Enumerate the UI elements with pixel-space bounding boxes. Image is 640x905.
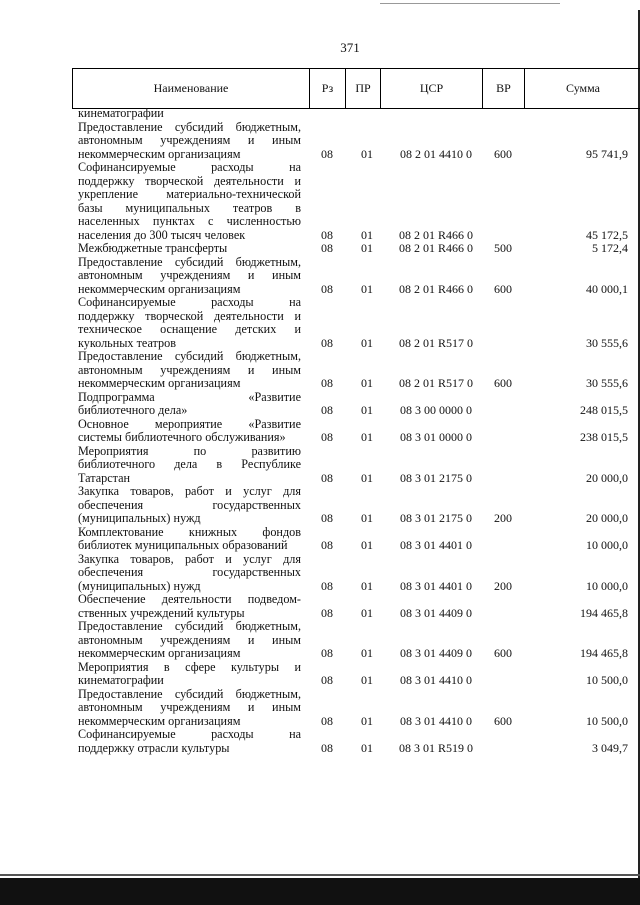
row-rz: 08 xyxy=(321,430,333,444)
row-name-line: поддержку творческой деятельности и xyxy=(78,309,301,323)
row-rz: 08 xyxy=(321,605,333,620)
row-rz: 08 xyxy=(321,713,333,728)
row-name-line: Комплектование книжных фондов xyxy=(78,525,301,539)
table-row xyxy=(0,121,640,162)
table-row xyxy=(0,161,640,242)
row-name-line: Мероприятия по развитию xyxy=(78,444,301,458)
row-name-line: Татарстан xyxy=(78,471,131,485)
row-sum: 248 015,5 xyxy=(580,403,628,417)
row-name xyxy=(78,620,301,661)
row-csr: 08 3 01 4409 0 xyxy=(400,646,472,660)
row-csr: 08 3 01 0000 0 xyxy=(400,430,472,444)
row-sum: 45 172,5 xyxy=(586,227,628,242)
scan-top-line xyxy=(380,3,560,4)
row-pr: 01 xyxy=(361,740,373,755)
row-csr: 08 3 01 4401 0 xyxy=(400,578,472,593)
header-sum: Сумма xyxy=(566,81,600,95)
row-rz: 08 xyxy=(321,646,333,660)
row-name-line: укрепление материально-технической xyxy=(78,188,301,201)
row-rz: 08 xyxy=(321,403,333,417)
row-name-line: (муниципальных) нужд xyxy=(78,512,201,525)
row-name-line: Софинансируемые расходы на xyxy=(78,161,301,174)
table-body xyxy=(0,107,640,755)
row-name-line: Софинансируемые расходы на xyxy=(78,296,301,309)
row-name-line: ственных учреждений культуры xyxy=(78,606,245,620)
table-row xyxy=(0,688,640,729)
row-name-line: населенных пунктах с численностью xyxy=(78,215,301,228)
row-name-line: населения до 300 тысяч человек xyxy=(78,228,246,242)
row-name-line: (муниципальных) нужд xyxy=(78,579,201,593)
row-csr: 08 3 01 4409 0 xyxy=(400,605,472,620)
row-name-line: поддержку творческой деятельности и xyxy=(78,174,301,188)
row-name xyxy=(78,107,301,121)
row-sum: 10 500,0 xyxy=(586,673,628,687)
row-name-line: автономным учреждениям и иным xyxy=(78,633,301,647)
row-name xyxy=(78,391,301,418)
row-pr: 01 xyxy=(361,646,373,660)
row-name xyxy=(78,242,301,256)
table-row xyxy=(0,526,640,553)
row-name-line: Подпрограмма «Развитие xyxy=(78,390,301,404)
row-name xyxy=(78,121,301,162)
row-pr: 01 xyxy=(361,281,373,296)
row-name-line: автономным учреждениям и иным xyxy=(78,701,301,714)
row-sum: 20 000,0 xyxy=(586,511,628,525)
row-name-line: базы муниципальных театров в xyxy=(78,201,301,215)
table-row xyxy=(0,256,640,297)
row-name-line: Обеспечение деятельности подведом- xyxy=(78,593,301,606)
row-sum: 10 000,0 xyxy=(586,578,628,593)
table-row xyxy=(0,391,640,418)
row-sum: 20 000,0 xyxy=(586,470,628,485)
row-pr: 01 xyxy=(361,578,373,593)
row-pr: 01 xyxy=(361,538,373,552)
table-row xyxy=(0,350,640,391)
row-rz: 08 xyxy=(321,146,333,161)
row-name-line: некоммерческим организациям xyxy=(78,282,241,296)
row-csr: 08 3 01 R519 0 xyxy=(398,740,473,755)
row-csr: 08 2 01 R466 0 xyxy=(398,227,473,242)
table-row xyxy=(0,728,640,755)
row-vr: 500 xyxy=(494,241,512,255)
row-vr: 600 xyxy=(494,281,512,296)
row-vr: 200 xyxy=(494,511,512,525)
row-name-line: некоммерческим организациям xyxy=(78,647,241,660)
header-name: Наименование xyxy=(73,69,310,108)
row-csr: 08 3 01 4410 0 xyxy=(400,713,472,728)
row-name-line: автономным учреждениям и иным xyxy=(78,134,301,147)
row-pr: 01 xyxy=(361,241,373,255)
row-rz: 08 xyxy=(321,241,333,255)
row-name-line: некоммерческим организациям xyxy=(78,147,241,161)
row-name-line: кинематографии xyxy=(78,674,164,687)
row-name-line: поддержку отрасли культуры xyxy=(78,741,230,755)
row-sum: 40 000,1 xyxy=(586,281,628,296)
row-csr: 08 3 01 2175 0 xyxy=(400,470,472,485)
row-rz: 08 xyxy=(321,470,333,485)
row-name xyxy=(78,728,301,755)
row-sum: 30 555,6 xyxy=(586,335,628,350)
row-rz: 08 xyxy=(321,673,333,687)
row-name xyxy=(78,485,301,526)
table-row xyxy=(0,661,640,688)
table-row xyxy=(0,485,640,526)
row-name xyxy=(78,688,301,729)
row-csr: 08 2 01 R466 0 xyxy=(398,241,473,255)
row-name-line: Межбюджетные трансферты xyxy=(78,242,228,255)
row-name-line: Софинансируемые расходы на xyxy=(78,728,301,741)
row-name-line: автономным учреждениям и иным xyxy=(78,269,301,282)
page-number: 371 xyxy=(340,40,360,55)
row-name-line: Основное мероприятие «Развитие xyxy=(78,417,301,431)
row-name-line: некоммерческим организациям xyxy=(78,377,241,390)
row-name-line: Предоставление субсидий бюджетным, xyxy=(78,350,301,363)
row-pr: 01 xyxy=(361,335,373,350)
row-name-line: Предоставление субсидий бюджетным, xyxy=(78,120,301,134)
table-header xyxy=(72,68,640,109)
row-pr: 01 xyxy=(361,511,373,525)
table-row xyxy=(0,553,640,594)
row-pr: 01 xyxy=(361,403,373,417)
row-name-line: Закупка товаров, работ и услуг для xyxy=(78,485,301,498)
table-row xyxy=(0,593,640,620)
row-name-line: Предоставление субсидий бюджетным, xyxy=(78,255,301,269)
row-rz: 08 xyxy=(321,511,333,525)
row-name xyxy=(78,350,301,391)
row-rz: 08 xyxy=(321,578,333,593)
row-name-line: Предоставление субсидий бюджетным, xyxy=(78,687,301,701)
row-rz: 08 xyxy=(321,281,333,296)
row-name xyxy=(78,161,301,242)
row-sum: 238 015,5 xyxy=(580,430,628,444)
row-sum: 194 465,8 xyxy=(580,605,628,620)
row-csr: 08 3 01 4410 0 xyxy=(400,673,472,687)
row-sum: 194 465,8 xyxy=(580,646,628,660)
row-csr: 08 3 01 4401 0 xyxy=(400,538,472,552)
row-rz: 08 xyxy=(321,376,333,390)
row-name-line: автономным учреждениям и иным xyxy=(78,363,301,377)
row-pr: 01 xyxy=(361,430,373,444)
row-name xyxy=(78,661,301,688)
row-csr: 08 2 01 R466 0 xyxy=(398,281,473,296)
row-pr: 01 xyxy=(361,470,373,485)
table-row xyxy=(0,418,640,445)
row-sum: 10 000,0 xyxy=(586,538,628,552)
row-name-line: обеспечения государственных xyxy=(78,498,301,512)
row-rz: 08 xyxy=(321,227,333,242)
row-csr: 08 2 01 R517 0 xyxy=(398,376,473,390)
row-name-line: библиотечного дела» xyxy=(78,404,188,417)
table-row xyxy=(0,445,640,486)
row-name-line: некоммерческим организациям xyxy=(78,714,241,728)
row-sum: 30 555,6 xyxy=(586,376,628,390)
row-name-line: Предоставление субсидий бюджетным, xyxy=(78,620,301,633)
row-name xyxy=(78,418,301,445)
header-vr: ВР xyxy=(483,69,525,108)
row-rz: 08 xyxy=(321,538,333,552)
header-rz: Рз xyxy=(310,69,346,108)
row-rz: 08 xyxy=(321,740,333,755)
row-pr: 01 xyxy=(361,376,373,390)
row-name xyxy=(78,526,301,553)
row-name xyxy=(78,296,301,350)
row-rz: 08 xyxy=(321,335,333,350)
row-vr: 600 xyxy=(494,376,512,390)
row-name xyxy=(78,553,301,594)
row-name-line: Закупка товаров, работ и услуг для xyxy=(78,552,301,566)
row-csr: 08 3 00 0000 0 xyxy=(400,403,472,417)
row-name-line: библиотечного дела в Республике xyxy=(78,458,301,471)
row-vr: 600 xyxy=(494,713,512,728)
row-name-line: кинематографии xyxy=(78,107,164,120)
row-name-line: обеспечения государственных xyxy=(78,566,301,579)
row-pr: 01 xyxy=(361,605,373,620)
row-name-line: системы библиотечного обслуживания» xyxy=(78,431,286,444)
row-pr: 01 xyxy=(361,146,373,161)
row-sum: 10 500,0 xyxy=(586,713,628,728)
row-vr: 600 xyxy=(494,146,512,161)
row-pr: 01 xyxy=(361,227,373,242)
row-name-line: библиотек муниципальных образований xyxy=(78,539,288,552)
row-pr: 01 xyxy=(361,673,373,687)
row-sum: 5 172,4 xyxy=(592,241,628,255)
row-sum: 3 049,7 xyxy=(592,740,628,755)
row-name xyxy=(78,256,301,297)
row-vr: 200 xyxy=(494,578,512,593)
row-pr: 01 xyxy=(361,713,373,728)
row-name-line: техническое оснащение детских и xyxy=(78,323,301,336)
row-name-line: кукольных театров xyxy=(78,336,176,350)
table-row xyxy=(0,620,640,661)
row-csr: 08 2 01 4410 0 xyxy=(400,146,472,161)
row-vr: 600 xyxy=(494,646,512,660)
row-csr: 08 2 01 R517 0 xyxy=(398,335,473,350)
table-row xyxy=(0,296,640,350)
row-name xyxy=(78,593,301,620)
header-csr: ЦСР xyxy=(381,69,483,108)
row-name-line: Мероприятия в сфере культуры и xyxy=(78,660,301,674)
scan-bottom-border xyxy=(0,878,640,905)
table-row xyxy=(0,242,640,256)
table-row xyxy=(0,107,640,121)
row-name xyxy=(78,445,301,486)
row-sum: 95 741,9 xyxy=(586,146,628,161)
row-csr: 08 3 01 2175 0 xyxy=(400,511,472,525)
header-pr: ПР xyxy=(346,69,381,108)
